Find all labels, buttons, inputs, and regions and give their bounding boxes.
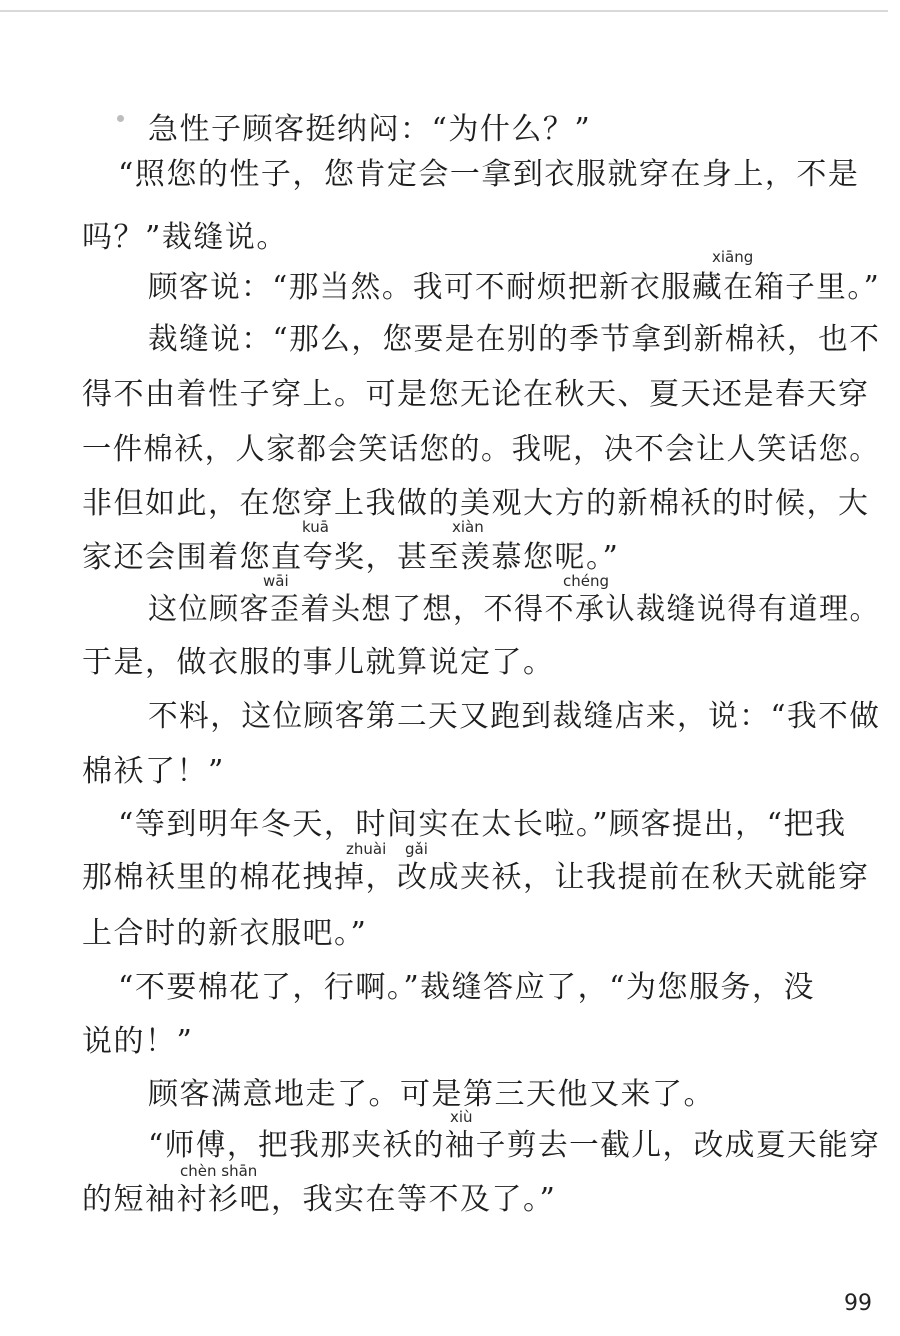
text-line-5: 裁缝说：“那么，您要是在别的季节拿到新棉袄，也不 [148,322,881,357]
pinyin-wai: wāi [263,572,289,590]
text-line-14: “等到明年冬天，时间实在太长啦。”顾客提出，“把我 [118,807,847,842]
text-line-21: 的短袖衬衫吧，我实在等不及了。” [82,1182,557,1217]
pinyin-gai: gǎi [405,840,428,858]
pinyin-chenshan: chèn shān [180,1162,258,1180]
text-line-1: 急性子顾客挺纳闷：“为什么？” [148,112,592,147]
text-line-2: “照您的性子，您肯定会一拿到衣服就穿在身上，不是 [118,157,860,192]
text-line-13: 棉袄了！” [82,754,225,789]
text-line-15: 那棉袄里的棉花拽掉，改成夹袄，让我提前在秋天就能穿 [82,860,870,895]
bullet-dot [117,115,124,122]
pinyin-zhuai: zhuài [346,840,387,858]
text-line-12: 不料，这位顾客第二天又跑到裁缝店来，说：“我不做 [148,699,881,734]
text-line-9: 家还会围着您直夸奖，甚至羡慕您呢。” [82,540,620,575]
text-line-10: 这位顾客歪着头想了想，不得不承认裁缝说得有道理。 [148,592,880,627]
pinyin-kua: kuā [302,518,329,536]
page-number: 99 [844,1291,872,1316]
pinyin-xiang: xiāng [712,248,754,266]
text-line-6: 得不由着性子穿上。可是您无论在秋天、夏天还是春天穿 [82,377,870,412]
text-line-4: 顾客说：“那当然。我可不耐烦把新衣服藏在箱子里。” [148,270,881,305]
pinyin-xian: xiàn [452,518,484,536]
pinyin-cheng: chéng [563,572,610,590]
text-line-8: 非但如此，在您穿上我做的美观大方的新棉袄的时候，大 [82,486,870,521]
pinyin-xiu: xiù [450,1108,473,1126]
text-line-20: “师傅，把我那夹袄的袖子剪去一截儿，改成夏天能穿 [148,1128,881,1163]
text-line-11: 于是，做衣服的事儿就算说定了。 [82,645,555,680]
text-line-16: 上合时的新衣服吧。” [82,916,368,951]
text-line-3: 吗？”裁缝说。 [82,220,288,255]
text-line-7: 一件棉袄，人家都会笑话您的。我呢，决不会让人笑话您。 [82,432,880,467]
text-line-17: “不要棉花了，行啊。”裁缝答应了，“为您服务，没 [118,970,816,1005]
text-line-19: 顾客满意地走了。可是第三天他又来了。 [148,1077,715,1112]
text-line-18: 说的！” [82,1024,194,1059]
top-rule [0,10,888,12]
